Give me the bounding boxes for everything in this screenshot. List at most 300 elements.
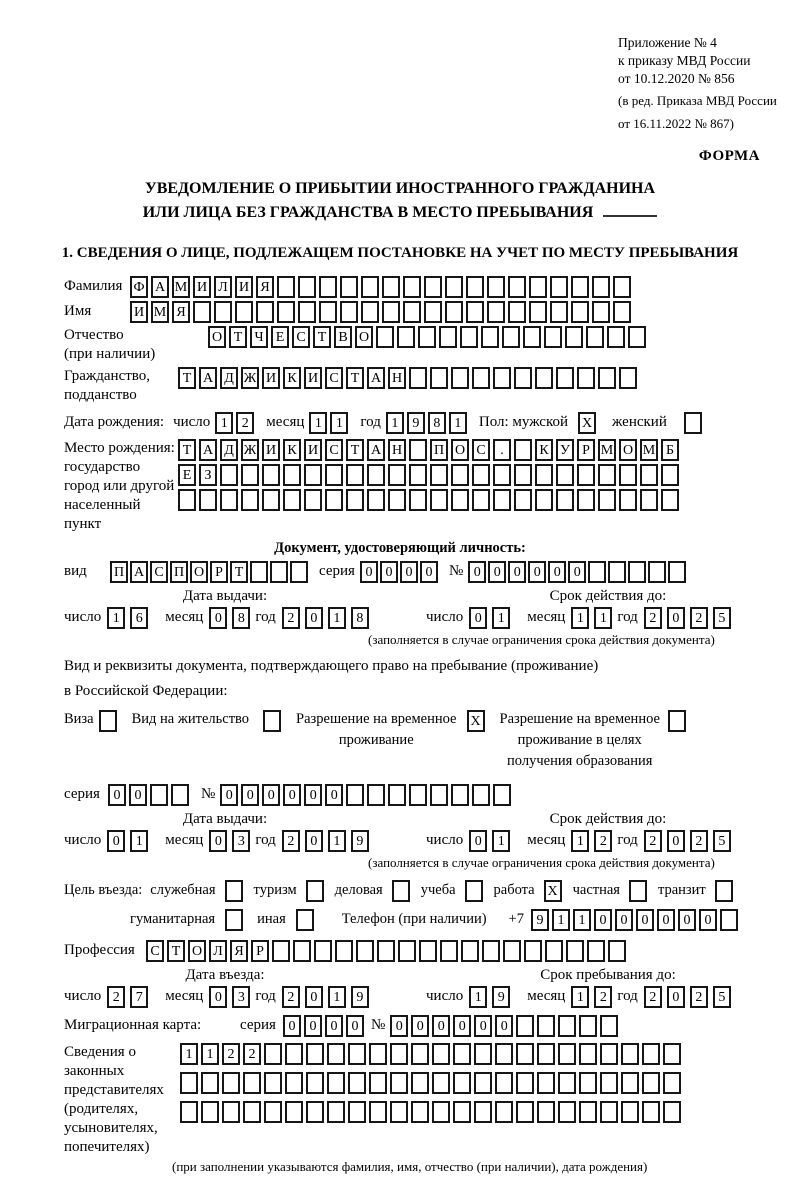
char-cell[interactable] (598, 489, 616, 511)
temp-residence-checkbox[interactable]: X (467, 710, 485, 732)
char-cell[interactable] (439, 326, 457, 348)
char-cell[interactable] (369, 1101, 387, 1123)
char-cell[interactable] (432, 1072, 450, 1094)
char-cell[interactable] (346, 489, 364, 511)
char-cell[interactable]: Т (229, 326, 247, 348)
char-cell[interactable] (663, 1072, 681, 1094)
residence-expiry-year-cells[interactable] (644, 830, 736, 852)
char-cell[interactable] (598, 367, 616, 389)
char-cell[interactable] (243, 1072, 261, 1094)
char-cell[interactable]: Р (210, 561, 228, 583)
char-cell[interactable] (277, 301, 295, 323)
char-cell[interactable] (642, 1101, 660, 1123)
char-cell[interactable] (466, 276, 484, 298)
char-cell[interactable] (243, 1101, 261, 1123)
char-cell[interactable] (440, 940, 458, 962)
char-cell[interactable]: И (235, 276, 253, 298)
char-cell[interactable] (565, 326, 583, 348)
char-cell[interactable]: И (262, 439, 280, 461)
char-cell[interactable] (290, 561, 308, 583)
birth-month-cells[interactable] (309, 412, 351, 434)
char-cell[interactable]: 1 (328, 986, 346, 1008)
char-cell[interactable] (460, 326, 478, 348)
char-cell[interactable] (588, 561, 606, 583)
char-cell[interactable] (495, 1043, 513, 1065)
char-cell[interactable] (293, 940, 311, 962)
char-cell[interactable] (461, 940, 479, 962)
char-cell[interactable] (514, 489, 532, 511)
char-cell[interactable] (514, 464, 532, 486)
char-cell[interactable]: П (170, 561, 188, 583)
char-cell[interactable]: 0 (468, 561, 486, 583)
char-cell[interactable]: 0 (699, 909, 717, 931)
char-cell[interactable] (558, 1072, 576, 1094)
char-cell[interactable]: О (208, 326, 226, 348)
char-cell[interactable] (592, 276, 610, 298)
char-cell[interactable] (516, 1072, 534, 1094)
char-cell[interactable] (241, 489, 259, 511)
char-cell[interactable] (411, 1072, 429, 1094)
char-cell[interactable] (346, 464, 364, 486)
char-cell[interactable] (619, 367, 637, 389)
birth-year-cells[interactable] (386, 412, 470, 434)
option-temp-residence[interactable] (296, 709, 486, 751)
char-cell[interactable] (668, 561, 686, 583)
char-cell[interactable] (493, 367, 511, 389)
char-cell[interactable] (600, 1101, 618, 1123)
char-cell[interactable]: 0 (325, 1015, 343, 1037)
char-cell[interactable]: 2 (222, 1043, 240, 1065)
char-cell[interactable] (325, 464, 343, 486)
char-cell[interactable] (523, 326, 541, 348)
char-cell[interactable] (508, 276, 526, 298)
char-cell[interactable] (556, 464, 574, 486)
char-cell[interactable]: 1 (130, 830, 148, 852)
char-cell[interactable]: 0 (568, 561, 586, 583)
char-cell[interactable]: Т (178, 367, 196, 389)
purpose-study-checkbox[interactable] (465, 880, 483, 902)
char-cell[interactable] (537, 1101, 555, 1123)
char-cell[interactable]: 0 (304, 1015, 322, 1037)
char-cell[interactable] (472, 784, 490, 806)
char-cell[interactable]: 0 (411, 1015, 429, 1037)
char-cell[interactable] (306, 1101, 324, 1123)
char-cell[interactable]: 0 (400, 561, 418, 583)
char-cell[interactable] (418, 326, 436, 348)
char-cell[interactable]: Ч (250, 326, 268, 348)
char-cell[interactable]: 0 (390, 1015, 408, 1037)
char-cell[interactable]: 0 (325, 784, 343, 806)
char-cell[interactable]: М (151, 301, 169, 323)
char-cell[interactable]: Я (230, 940, 248, 962)
char-cell[interactable] (453, 1043, 471, 1065)
char-cell[interactable]: 0 (241, 784, 259, 806)
char-cell[interactable] (544, 326, 562, 348)
char-cell[interactable] (277, 276, 295, 298)
char-cell[interactable] (579, 1072, 597, 1094)
char-cell[interactable] (199, 489, 217, 511)
char-cell[interactable]: И (304, 367, 322, 389)
char-cell[interactable] (571, 301, 589, 323)
char-cell[interactable] (390, 1043, 408, 1065)
char-cell[interactable] (516, 1043, 534, 1065)
char-cell[interactable] (214, 301, 232, 323)
char-cell[interactable] (451, 784, 469, 806)
char-cell[interactable] (264, 1072, 282, 1094)
char-cell[interactable]: Ф (130, 276, 148, 298)
char-cell[interactable] (403, 301, 421, 323)
residence-permit-checkbox[interactable] (263, 710, 281, 732)
char-cell[interactable] (474, 1072, 492, 1094)
visa-checkbox[interactable] (99, 710, 117, 732)
char-cell[interactable] (550, 301, 568, 323)
char-cell[interactable]: 1 (330, 412, 348, 434)
char-cell[interactable] (180, 1101, 198, 1123)
char-cell[interactable] (382, 301, 400, 323)
char-cell[interactable]: Л (214, 276, 232, 298)
char-cell[interactable]: 1 (328, 830, 346, 852)
char-cell[interactable]: Т (167, 940, 185, 962)
residence-expiry-month-cells[interactable] (571, 830, 617, 852)
char-cell[interactable] (298, 301, 316, 323)
char-cell[interactable] (537, 1015, 555, 1037)
char-cell[interactable]: 1 (309, 412, 327, 434)
char-cell[interactable] (495, 1072, 513, 1094)
char-cell[interactable]: А (199, 367, 217, 389)
char-cell[interactable]: 2 (644, 830, 662, 852)
char-cell[interactable] (607, 326, 625, 348)
char-cell[interactable] (640, 489, 658, 511)
char-cell[interactable] (430, 367, 448, 389)
char-cell[interactable] (367, 784, 385, 806)
char-cell[interactable]: Ж (241, 367, 259, 389)
char-cell[interactable] (348, 1101, 366, 1123)
char-cell[interactable]: 0 (220, 784, 238, 806)
char-cell[interactable] (529, 301, 547, 323)
char-cell[interactable] (503, 940, 521, 962)
char-cell[interactable] (451, 464, 469, 486)
char-cell[interactable] (285, 1043, 303, 1065)
purpose-work-checkbox[interactable]: X (544, 880, 562, 902)
char-cell[interactable]: Н (388, 367, 406, 389)
char-cell[interactable] (566, 940, 584, 962)
char-cell[interactable] (306, 1072, 324, 1094)
char-cell[interactable]: 0 (432, 1015, 450, 1037)
char-cell[interactable] (432, 1043, 450, 1065)
residence-issue-month-cells[interactable] (209, 830, 255, 852)
char-cell[interactable] (558, 1101, 576, 1123)
char-cell[interactable] (600, 1072, 618, 1094)
birth-place-cells-row1[interactable] (178, 439, 682, 461)
char-cell[interactable] (661, 464, 679, 486)
char-cell[interactable]: 0 (667, 986, 685, 1008)
char-cell[interactable] (222, 1072, 240, 1094)
char-cell[interactable] (720, 909, 738, 931)
entry-day-cells[interactable] (107, 986, 153, 1008)
birth-place-cells-row3[interactable] (178, 489, 682, 511)
char-cell[interactable]: 0 (453, 1015, 471, 1037)
doc-issue-day-cells[interactable] (107, 607, 153, 629)
entry-year-cells[interactable] (282, 986, 374, 1008)
char-cell[interactable]: 9 (351, 986, 369, 1008)
char-cell[interactable] (586, 326, 604, 348)
char-cell[interactable] (474, 1043, 492, 1065)
birth-place-cells-row2[interactable] (178, 464, 682, 486)
char-cell[interactable] (432, 1101, 450, 1123)
char-cell[interactable]: Е (178, 464, 196, 486)
char-cell[interactable] (577, 489, 595, 511)
char-cell[interactable]: 0 (283, 784, 301, 806)
residence-seriya-cells[interactable] (108, 784, 192, 806)
char-cell[interactable] (327, 1101, 345, 1123)
char-cell[interactable]: 0 (495, 1015, 513, 1037)
char-cell[interactable]: С (325, 439, 343, 461)
char-cell[interactable]: 0 (209, 607, 227, 629)
char-cell[interactable] (411, 1101, 429, 1123)
char-cell[interactable] (642, 1043, 660, 1065)
name-cells[interactable] (130, 301, 634, 323)
char-cell[interactable] (409, 367, 427, 389)
char-cell[interactable] (340, 301, 358, 323)
char-cell[interactable]: 0 (129, 784, 147, 806)
char-cell[interactable]: 2 (644, 986, 662, 1008)
char-cell[interactable]: И (262, 367, 280, 389)
char-cell[interactable]: 5 (713, 986, 731, 1008)
char-cell[interactable]: 9 (407, 412, 425, 434)
char-cell[interactable] (340, 276, 358, 298)
char-cell[interactable] (327, 1043, 345, 1065)
char-cell[interactable]: 3 (232, 830, 250, 852)
char-cell[interactable]: З (199, 464, 217, 486)
char-cell[interactable]: 0 (209, 986, 227, 1008)
residence-issue-year-cells[interactable] (282, 830, 374, 852)
option-residence-permit[interactable] (132, 709, 283, 732)
char-cell[interactable]: Ж (241, 439, 259, 461)
char-cell[interactable]: 1 (573, 909, 591, 931)
char-cell[interactable] (424, 301, 442, 323)
char-cell[interactable] (529, 276, 547, 298)
patronymic-cells[interactable] (208, 326, 649, 348)
char-cell[interactable] (621, 1043, 639, 1065)
char-cell[interactable]: 0 (209, 830, 227, 852)
char-cell[interactable] (481, 326, 499, 348)
char-cell[interactable]: С (472, 439, 490, 461)
char-cell[interactable] (516, 1101, 534, 1123)
char-cell[interactable]: И (193, 276, 211, 298)
char-cell[interactable]: 1 (386, 412, 404, 434)
char-cell[interactable]: 0 (667, 607, 685, 629)
char-cell[interactable]: 0 (548, 561, 566, 583)
char-cell[interactable] (445, 276, 463, 298)
representatives-cells-row1[interactable] (180, 1043, 684, 1065)
char-cell[interactable] (628, 326, 646, 348)
char-cell[interactable]: 8 (351, 607, 369, 629)
char-cell[interactable] (558, 1015, 576, 1037)
char-cell[interactable]: 0 (107, 830, 125, 852)
char-cell[interactable]: 2 (690, 830, 708, 852)
char-cell[interactable] (556, 489, 574, 511)
char-cell[interactable]: 1 (492, 830, 510, 852)
char-cell[interactable]: 0 (678, 909, 696, 931)
char-cell[interactable] (619, 464, 637, 486)
purpose-private-checkbox[interactable] (629, 880, 647, 902)
char-cell[interactable] (272, 940, 290, 962)
char-cell[interactable]: 1 (571, 986, 589, 1008)
char-cell[interactable] (319, 301, 337, 323)
char-cell[interactable]: С (150, 561, 168, 583)
char-cell[interactable] (327, 1072, 345, 1094)
char-cell[interactable]: Т (178, 439, 196, 461)
temp-residence-education-checkbox[interactable] (668, 710, 686, 732)
char-cell[interactable]: 9 (351, 830, 369, 852)
char-cell[interactable]: 0 (346, 1015, 364, 1037)
char-cell[interactable]: А (199, 439, 217, 461)
char-cell[interactable] (403, 276, 421, 298)
char-cell[interactable] (451, 367, 469, 389)
char-cell[interactable] (514, 439, 532, 461)
char-cell[interactable]: Н (388, 439, 406, 461)
char-cell[interactable] (361, 276, 379, 298)
char-cell[interactable]: 1 (492, 607, 510, 629)
char-cell[interactable] (409, 464, 427, 486)
char-cell[interactable] (222, 1101, 240, 1123)
char-cell[interactable]: 0 (488, 561, 506, 583)
char-cell[interactable]: 0 (615, 909, 633, 931)
char-cell[interactable]: М (598, 439, 616, 461)
char-cell[interactable] (493, 784, 511, 806)
char-cell[interactable]: О (451, 439, 469, 461)
char-cell[interactable] (474, 1101, 492, 1123)
char-cell[interactable] (193, 301, 211, 323)
char-cell[interactable] (285, 1072, 303, 1094)
char-cell[interactable] (220, 464, 238, 486)
char-cell[interactable] (487, 301, 505, 323)
char-cell[interactable]: С (292, 326, 310, 348)
char-cell[interactable]: А (367, 367, 385, 389)
char-cell[interactable] (640, 464, 658, 486)
char-cell[interactable] (535, 489, 553, 511)
char-cell[interactable]: 6 (130, 607, 148, 629)
char-cell[interactable] (472, 367, 490, 389)
char-cell[interactable]: 1 (552, 909, 570, 931)
char-cell[interactable]: 3 (232, 986, 250, 1008)
char-cell[interactable] (571, 276, 589, 298)
char-cell[interactable] (264, 1101, 282, 1123)
char-cell[interactable]: 9 (492, 986, 510, 1008)
char-cell[interactable] (598, 464, 616, 486)
char-cell[interactable] (516, 1015, 534, 1037)
char-cell[interactable] (535, 367, 553, 389)
char-cell[interactable]: Б (661, 439, 679, 461)
char-cell[interactable] (304, 464, 322, 486)
char-cell[interactable] (466, 301, 484, 323)
char-cell[interactable] (377, 940, 395, 962)
char-cell[interactable] (587, 940, 605, 962)
char-cell[interactable]: У (556, 439, 574, 461)
stay-year-cells[interactable] (644, 986, 736, 1008)
char-cell[interactable] (314, 940, 332, 962)
surname-cells[interactable] (130, 276, 634, 298)
char-cell[interactable]: И (304, 439, 322, 461)
char-cell[interactable] (283, 464, 301, 486)
char-cell[interactable] (558, 1043, 576, 1065)
doc-issue-year-cells[interactable] (282, 607, 374, 629)
doc-expiry-year-cells[interactable] (644, 607, 736, 629)
char-cell[interactable]: Д (220, 367, 238, 389)
char-cell[interactable]: П (110, 561, 128, 583)
char-cell[interactable]: О (619, 439, 637, 461)
char-cell[interactable] (369, 1072, 387, 1094)
char-cell[interactable]: Е (271, 326, 289, 348)
char-cell[interactable] (493, 489, 511, 511)
doc-issue-month-cells[interactable] (209, 607, 255, 629)
char-cell[interactable] (346, 784, 364, 806)
char-cell[interactable] (430, 489, 448, 511)
char-cell[interactable]: 1 (180, 1043, 198, 1065)
char-cell[interactable] (608, 561, 626, 583)
char-cell[interactable] (201, 1072, 219, 1094)
purpose-tourism-checkbox[interactable] (306, 880, 324, 902)
char-cell[interactable] (388, 784, 406, 806)
char-cell[interactable]: 0 (528, 561, 546, 583)
sex-male-checkbox[interactable]: X (578, 412, 596, 434)
char-cell[interactable]: О (188, 940, 206, 962)
char-cell[interactable] (502, 326, 520, 348)
char-cell[interactable] (390, 1072, 408, 1094)
char-cell[interactable]: 1 (571, 830, 589, 852)
migration-seriya-cells[interactable] (283, 1015, 367, 1037)
char-cell[interactable]: 2 (282, 986, 300, 1008)
char-cell[interactable] (577, 464, 595, 486)
char-cell[interactable]: 1 (449, 412, 467, 434)
char-cell[interactable] (472, 489, 490, 511)
doc-seriya-cells[interactable] (360, 561, 440, 583)
char-cell[interactable] (180, 1072, 198, 1094)
char-cell[interactable]: 2 (594, 986, 612, 1008)
migration-number-cells[interactable] (390, 1015, 621, 1037)
char-cell[interactable]: 5 (713, 830, 731, 852)
char-cell[interactable] (382, 276, 400, 298)
char-cell[interactable]: Я (256, 276, 274, 298)
char-cell[interactable] (608, 940, 626, 962)
char-cell[interactable]: 0 (360, 561, 378, 583)
char-cell[interactable]: С (325, 367, 343, 389)
char-cell[interactable]: О (190, 561, 208, 583)
option-temp-residence-education[interactable] (500, 709, 688, 772)
char-cell[interactable] (472, 464, 490, 486)
char-cell[interactable]: 0 (469, 830, 487, 852)
char-cell[interactable] (348, 1043, 366, 1065)
char-cell[interactable] (600, 1043, 618, 1065)
char-cell[interactable] (663, 1101, 681, 1123)
char-cell[interactable] (201, 1101, 219, 1123)
char-cell[interactable]: 9 (531, 909, 549, 931)
char-cell[interactable] (262, 464, 280, 486)
char-cell[interactable]: А (151, 276, 169, 298)
entry-month-cells[interactable] (209, 986, 255, 1008)
char-cell[interactable]: Р (577, 439, 595, 461)
char-cell[interactable] (376, 326, 394, 348)
char-cell[interactable]: Р (251, 940, 269, 962)
purpose-transit-checkbox[interactable] (715, 880, 733, 902)
char-cell[interactable]: К (535, 439, 553, 461)
char-cell[interactable] (514, 367, 532, 389)
char-cell[interactable]: 1 (594, 607, 612, 629)
char-cell[interactable] (361, 301, 379, 323)
char-cell[interactable]: 0 (508, 561, 526, 583)
char-cell[interactable] (545, 940, 563, 962)
char-cell[interactable] (235, 301, 253, 323)
